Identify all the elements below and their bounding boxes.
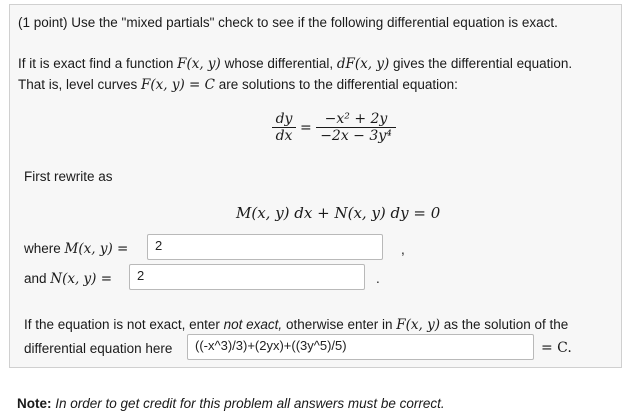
math-level-curve: F(x, y) = C — [141, 77, 215, 93]
math-N: N(x, y) = — [50, 271, 113, 287]
standard-form-equation: M(x, y) dx + N(x, y) dy = 0 — [236, 204, 441, 222]
M-suffix: , — [401, 242, 405, 257]
F-input[interactable]: ((-x^3)/3)+(2yx)+((3y^5)/5) — [187, 334, 534, 360]
exact-text-italic: not exact, — [223, 317, 283, 332]
deq-num-right: −x² + 2y — [324, 111, 388, 127]
deq-den-right: −2x − 3y⁴ — [320, 128, 392, 144]
F-suffix: = C. — [541, 340, 572, 356]
instruction-text-a: If it is exact find a function — [18, 56, 178, 71]
instruction-text-c: gives the differential equation. — [389, 56, 573, 71]
problem-intro: (1 point) Use the "mixed partials" check to see if the following differential equation is exact. — [18, 15, 558, 30]
note-text: In order to get credit for this problem all answers must be correct. — [55, 396, 445, 411]
where-M-label — [24, 241, 128, 257]
where-text: where — [24, 241, 65, 256]
fraction-dy-dx — [272, 111, 296, 145]
problem-box — [9, 4, 622, 368]
exact-text-c: as the solution of the — [439, 317, 569, 332]
exact-instruction-line-2: differential equation here — [24, 341, 173, 356]
note — [17, 396, 445, 411]
exact-text-a: If the equation is not exact, enter — [24, 317, 224, 332]
math-F: F(x, y) — [177, 56, 221, 72]
deq-num-left: dy — [275, 111, 293, 127]
math-M: M(x, y) = — [64, 241, 129, 257]
instruction-line-2 — [18, 77, 458, 93]
instruction-text-d: That is, level curves — [18, 77, 142, 92]
exact-text-b: otherwise enter in — [282, 317, 397, 332]
deq-equals: = — [300, 120, 312, 136]
math-dF: dF(x, y) — [336, 56, 390, 72]
N-input[interactable]: 2 — [129, 264, 365, 290]
and-N-label — [24, 271, 112, 287]
exact-instruction-line-1 — [24, 317, 568, 333]
instruction-line-1 — [18, 56, 572, 72]
first-rewrite-label: First rewrite as — [24, 169, 113, 184]
instruction-text-b: whose differential, — [220, 56, 337, 71]
instruction-text-e: are solutions to the differential equation: — [215, 77, 458, 92]
N-suffix: . — [376, 271, 380, 286]
note-label: Note: — [17, 396, 52, 411]
M-input[interactable]: 2 — [147, 234, 383, 260]
and-text: and — [24, 271, 51, 286]
math-F-answer: F(x, y) — [396, 317, 440, 333]
deq-den-left: dx — [275, 128, 293, 144]
fraction-rhs — [316, 111, 396, 145]
